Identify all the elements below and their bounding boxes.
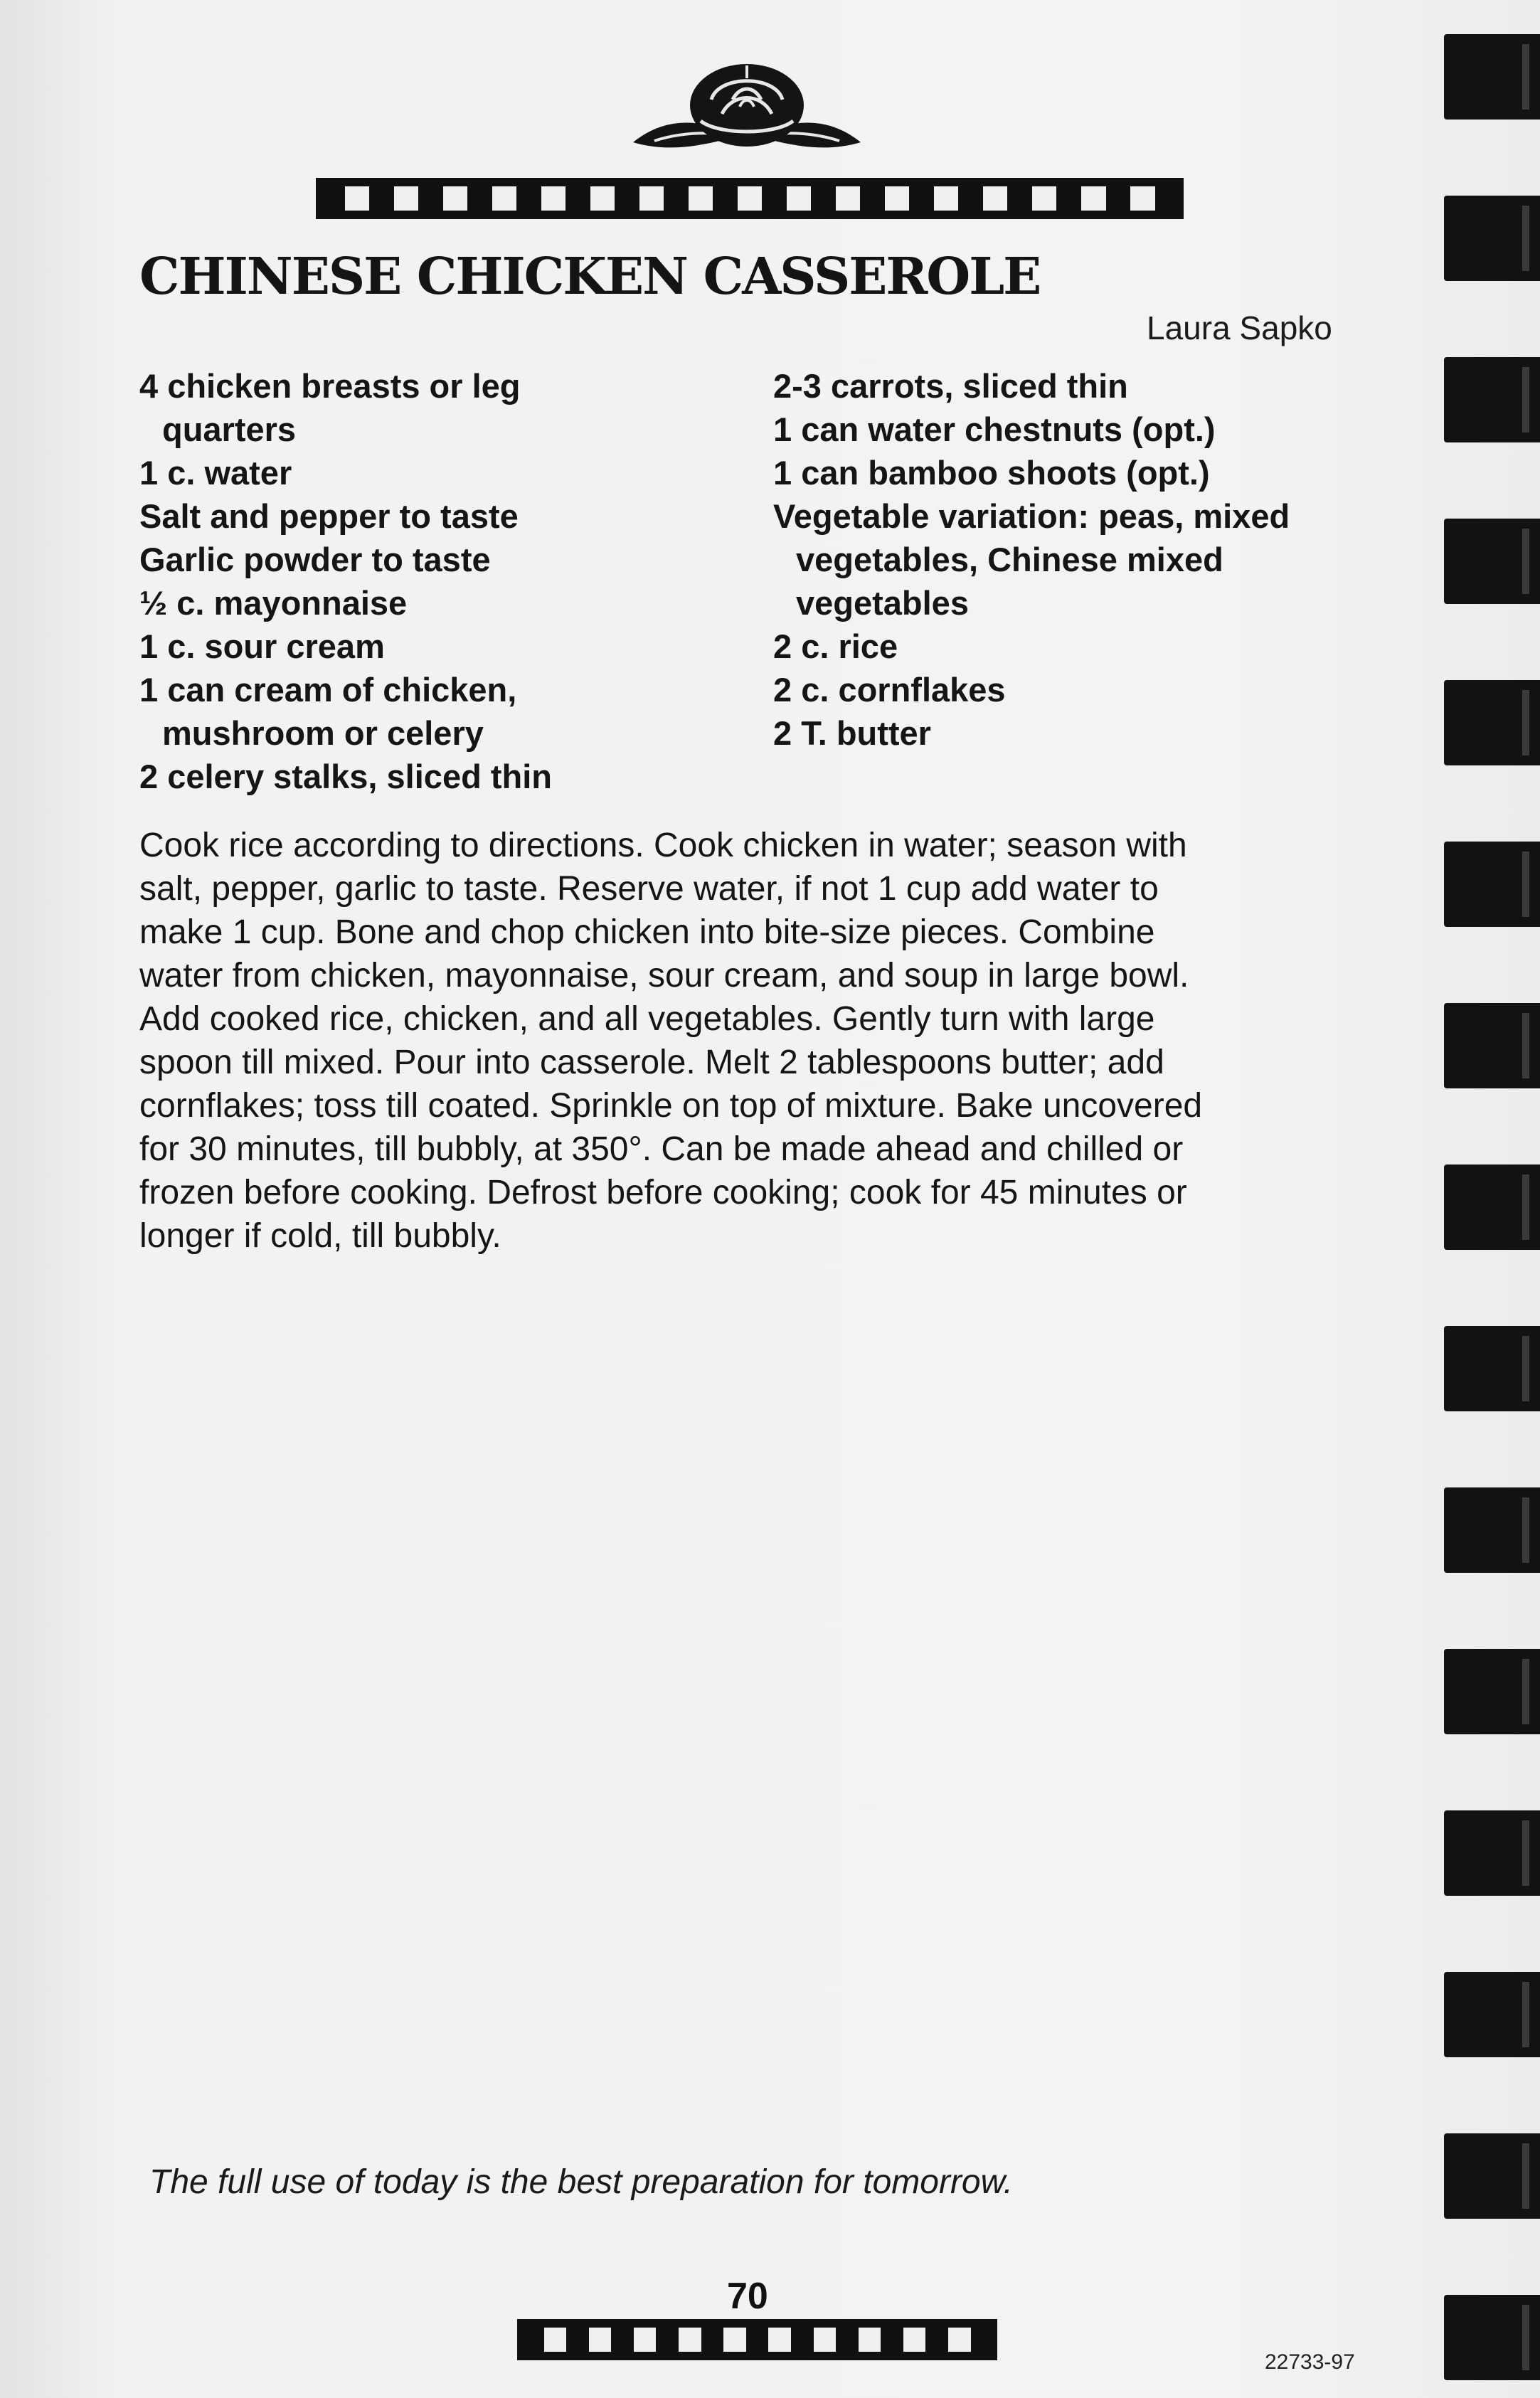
ingredient-line: Garlic powder to taste xyxy=(139,541,491,578)
ingredient-line: 1 can water chestnuts (opt.) xyxy=(773,410,1216,448)
ingredient-line: Salt and pepper to taste xyxy=(139,497,519,535)
ingredient-line: quarters xyxy=(162,410,297,448)
spiral-binding xyxy=(1444,0,1540,2398)
binding-tab xyxy=(1444,680,1540,765)
binding-tab xyxy=(1444,2133,1540,2219)
binding-tab xyxy=(1444,196,1540,281)
ingredient-line: 2 c. cornflakes xyxy=(773,671,1006,709)
ingredient-line: 1 can cream of chicken, xyxy=(139,671,517,709)
binding-tab xyxy=(1444,1649,1540,1734)
directions-line: make 1 cup. Bone and chop chicken into bite-size pieces. Combine xyxy=(139,913,1155,951)
directions-line: salt, pepper, garlic to taste. Reserve water, if not 1 cup add water to xyxy=(139,870,1159,908)
binding-tab xyxy=(1444,519,1540,604)
binding-tab xyxy=(1444,1326,1540,1411)
binding-tab xyxy=(1444,1003,1540,1088)
ingredient-line: mushroom or celery xyxy=(162,714,484,752)
ingredients-left-column xyxy=(139,364,751,798)
ingredient-line: ½ c. mayonnaise xyxy=(139,584,408,622)
footer-quote: The full use of today is the best preparation for tomorrow. xyxy=(149,2163,1013,2201)
recipe-title: CHINESE CHICKEN CASSEROLE xyxy=(139,246,1041,306)
ingredient-line: 2-3 carrots, sliced thin xyxy=(773,367,1128,405)
directions-line: cornflakes; toss till coated. Sprinkle on top of mixture. Bake uncovered xyxy=(139,1087,1203,1125)
rose-icon xyxy=(626,57,868,164)
binding-tab xyxy=(1444,1487,1540,1573)
directions-line: Cook rice according to directions. Cook chicken in water; season with xyxy=(139,827,1187,864)
directions-line: longer if cold, till bubbly. xyxy=(139,1217,501,1255)
recipe-author: Laura Sapko xyxy=(1147,309,1332,346)
ingredients-right-column xyxy=(773,364,1399,755)
ingredient-line: 4 chicken breasts or leg xyxy=(139,367,521,405)
ingredient-line: 2 c. rice xyxy=(773,627,898,665)
recipe-directions xyxy=(139,824,1391,1258)
binding-tab xyxy=(1444,34,1540,120)
ingredient-line: vegetables xyxy=(796,584,969,622)
ingredient-line: vegetables, Chinese mixed xyxy=(796,541,1223,578)
ingredient-line: 1 can bamboo shoots (opt.) xyxy=(773,454,1210,492)
catalog-code: 22733-97 xyxy=(1265,2350,1355,2374)
binding-tab xyxy=(1444,357,1540,442)
directions-line: Add cooked rice, chicken, and all vegetables. Gently turn with large xyxy=(139,1000,1155,1038)
binding-tab xyxy=(1444,1810,1540,1896)
directions-line: for 30 minutes, till bubbly, at 350°. Can be made ahead and chilled or xyxy=(139,1130,1184,1168)
binding-tab xyxy=(1444,2295,1540,2380)
ingredient-line: 2 T. butter xyxy=(773,714,931,752)
checker-divider-bottom xyxy=(517,2319,997,2360)
ingredient-line: 2 celery stalks, sliced thin xyxy=(139,758,552,795)
ingredient-line: 1 c. water xyxy=(139,454,292,492)
directions-line: water from chicken, mayonnaise, sour cream, and soup in large bowl. xyxy=(139,957,1189,994)
ingredient-line: 1 c. sour cream xyxy=(139,627,385,665)
binding-tab xyxy=(1444,842,1540,927)
binding-tab xyxy=(1444,1164,1540,1250)
binding-tab xyxy=(1444,1972,1540,2057)
directions-line: spoon till mixed. Pour into casserole. Melt 2 tablespoons butter; add xyxy=(139,1044,1164,1081)
directions-line: frozen before cooking. Defrost before cooking; cook for 45 minutes or xyxy=(139,1174,1187,1211)
ingredient-line: Vegetable variation: peas, mixed xyxy=(773,497,1290,535)
page-number: 70 xyxy=(727,2276,768,2317)
checker-divider-top xyxy=(316,178,1184,219)
